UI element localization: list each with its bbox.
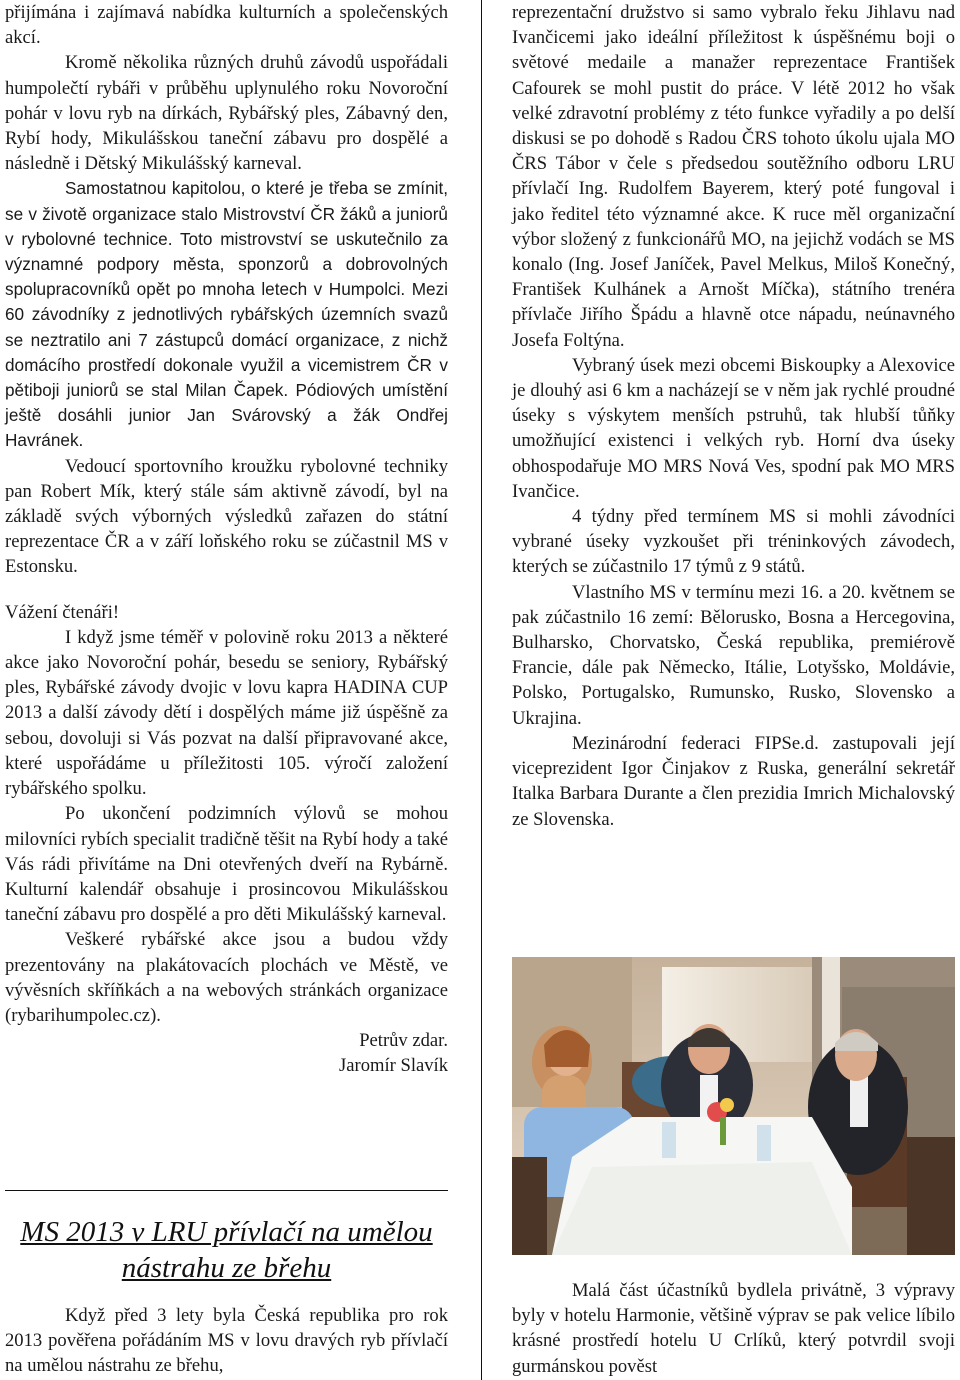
section-rule (5, 1190, 448, 1191)
signature-greeting: Petrův zdar. (359, 1030, 448, 1052)
right-column (512, 0, 955, 832)
article-intro-block (5, 1303, 448, 1379)
photo-caption: Malá část účastníků bydlela privátně, 3 výpravy byly v hotelu Harmonie, většině výprav se pak velice líbilo krásné prostředí hotelu U Crlíků, který potvrdil svoji gurmánskou pověst (512, 1280, 955, 1377)
dinner-photo-illustration (512, 957, 955, 1255)
greeting-heading: Vážení čtenáři! (5, 601, 120, 623)
paragraph-promotion: Veškeré rybářské akce jsou a budou vždy prezentovány na plakátovacích plochách ve Městě, ve vývěsních skříňkách a na webových stránkách organizace (rybarihumpolec.cz). (5, 929, 448, 1026)
signature-name: Jaromír Slavík (339, 1055, 448, 1077)
paragraph-federation: Mezinárodní federaci FIPSe.d. zastupovali její viceprezident Igor Činjakov z Ruska, generální sekretář Italka Barbara Durante a člen prezidia Imrich Michalovský ze Slovenska. (512, 732, 955, 830)
paragraph-events: Kromě několika různých druhů závodů uspořádali humpolečtí rybáři v průběhu uplynulého roku Novoroční pohár v lovu ryb na dírkách, Rybářský ples, Zábavný den, Rybí hody, Mikulášskou taneční zábavu pro dospělé a následně i Dětský Mikulášský karneval. (5, 52, 448, 175)
column-divider (481, 0, 482, 1380)
paragraph-training: 4 týdny před termínem MS si mohli závodníci vybrané úseky vyzkoušet při tréninkových závodech, kterých se zúčastnilo 17 týmů z 9 států. (512, 506, 955, 578)
photo-caption-block (512, 1278, 955, 1379)
left-column (5, 0, 448, 1079)
article-header (5, 1214, 448, 1286)
paragraph-river-section: Vybraný úsek mezi obcemi Biskoupky a Alexovice je dlouhý asi 6 km a nacházejí se v něm jak rychlé proudné úseky s výskytem menších pstruhů, tak hlubší tůňky umožňující existenci i velkých ryb. Horní dva úseky obhospodařuje MO MRS Nová Ves, spodní pak MO MRS Ivančice. (512, 354, 955, 502)
article-title: MS 2013 v LRU přívlačí na umělou nástrahu ze břehu (20, 1216, 433, 1284)
paragraph-team-choice: reprezentační družstvo si samo vybralo řeku Jihlavu nad Ivančicemi jako ideální příležitost k úspěšnému boji o světové medaile a manažer reprezentace František Cafourek se mohl pustit do práce. V létě 2012 ho však velké zdravotní problémy z této funkce vyřadily a po delší diskusi se po dohodě s Radou ČRS tohoto úkolu ujala MO ČRS Tábor v čele s předsedou soutěžního odboru LRU přívlačí Ing. Rudolfem Bayerem, který poté fungoval i jako ředitel této významné akce. K ruce měl organizační výbor složený z funkcionářů MO, na jejichž vodách se MS konalo (Ing. Josef Janíček, Pavel Melkus, Miloš Konečný, František Kulhánek a Arnošt Míčka), státního trenéra přívlače Jiřího Špádu a hlavně otce nápadu, neúnavného Josefa Foltýna. (512, 2, 955, 351)
paragraph-robert-mik: Vedoucí sportovního kroužku rybolovné techniky pan Robert Mík, který stále sám aktivně závodí, byl na základě svých výborných výsledků zařazen do státní reprezentace ČR a v září loňského roku se zúčastnil MS v Estonsku. (5, 455, 448, 578)
hotel-dinner-photo (512, 957, 955, 1255)
paragraph-cultural-offer: přijímána i zajímavá nabídka kulturních a společenských akcí. (5, 2, 448, 49)
paragraph-fish-feast: Po ukončení podzimních výlovů se mohou milovníci rybích specialit tradičně těšit na Rybí hody a také Vás rádi přivítáme na Dni otevřených dveří na Rybárně. Kulturní kalendář obsahuje i prosincovou Mikulášskou taneční zábavu pro dospělé a pro děti Mikulášský karneval. (5, 803, 448, 926)
paragraph-participants: Vlastního MS v termínu mezi 16. a 20. květnem se pak zúčastnilo 16 zemí: Bělorusko, Bosna a Hercegovina, Bulharsko, Chorvatsko, Česká republika, premiérově Francie, dále pak Německo, Itálie, Lotyšsko, Moldávie, Polsko, Portugalsko, Rumunsko, Rusko, Slovensko a Ukrajina. (512, 581, 955, 729)
paragraph-championship: Samostatnou kapitolou, o které je třeba se zmínit, se v životě organizace stalo Mistrovství ČR žáků a juniorů v rybolovné technice. Toto mistrovství se uskutečnilo za významné podpory města, sponzorů a dobrovolných spolupracovníků opět po mnoha letech v Humpolci. Mezi 60 závodníky z jednotlivých rybářských územních svazů se neztratilo ani 7 zástupců domácí organizace, z nichž domácího prostředí dokonale využil a vicemistrem ČR v pětiboji juniorů se stal Milan Čapek. Pódiových umístění ještě dosáhli junior Jan Svárovský a žák Ondřej Havránek. (5, 178, 448, 451)
article-intro: Když před 3 lety byla Česká republika pro rok 2013 pověřena pořádáním MS v lovu dravých ryb přívlačí na umělou nástrahu ze břehu, (5, 1305, 448, 1377)
paragraph-upcoming-events: I když jsme téměř v polovině roku 2013 a některé akce jako Novoroční pohár, besedu se seniory, Rybářský ples, Rybářské závody dvojic v lovu kapra HADINA CUP 2013 a další závody dětí i dospělých máme již úspěšně za sebou, dovoluji si Vás pozvat na další připravované akce, které uspořádáme u příležitosti 105. výročí založení rybářského spolku. (5, 626, 448, 800)
